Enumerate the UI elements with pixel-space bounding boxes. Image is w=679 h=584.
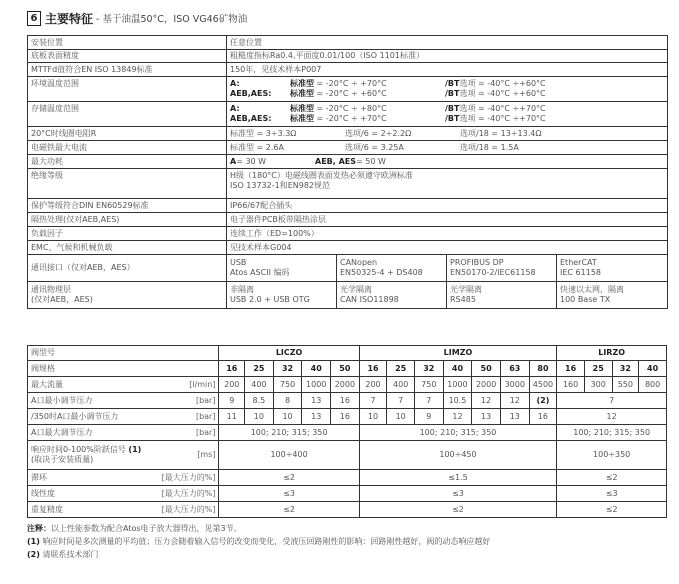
value-cell: 800 — [639, 377, 667, 393]
value-cell: 7 — [557, 393, 667, 409]
row-value: IP66/67配合插头 — [227, 199, 668, 213]
table-row — [28, 155, 668, 169]
size-cell: 40 — [639, 361, 667, 377]
row-label: 阀型号 — [28, 346, 219, 361]
group-limz: LIMZO — [359, 346, 557, 361]
row-label: EMC、气候和机械负载 — [28, 241, 227, 255]
size-cell: 16 — [557, 361, 585, 377]
row-label: 最大功耗 — [28, 155, 227, 169]
value-cell: 400 — [245, 377, 274, 393]
value-cell: ≤2 — [557, 502, 667, 518]
coil-resistance-values: 标准型 = 3÷3.3Ω 选项/6 = 2÷2.2Ω 选项/18 = 13÷13.4Ω — [227, 127, 668, 141]
row-label: 最大流量 [l/min] — [28, 377, 219, 393]
row-label: 线性度 [最大压力的%] — [28, 486, 219, 502]
size-cell: 16 — [219, 361, 245, 377]
table-row — [28, 227, 668, 241]
value-cell: 1000 — [443, 377, 472, 393]
value-cell: 8.5 — [245, 393, 274, 409]
table-row — [28, 50, 668, 63]
row-label: 响应时间0-100%阶跃信号 (1) (取决于安装质量) [ms] — [28, 441, 219, 470]
type-label: A: — [230, 104, 240, 113]
value-cell: 13 — [500, 409, 529, 425]
value-cell: 9 — [414, 409, 443, 425]
size-cell: 32 — [612, 361, 639, 377]
table-row — [28, 282, 668, 309]
notes-section — [27, 522, 490, 561]
row-label: 通讯物理层 (仅对AEB，AES) — [28, 282, 227, 309]
table-row — [28, 377, 667, 393]
value-cell: 13 — [302, 409, 331, 425]
row-value: 150年，见技术样本P007 — [227, 63, 668, 77]
value-cell: 7 — [414, 393, 443, 409]
value-cell: 7 — [359, 393, 387, 409]
value-cell: 13 — [472, 409, 501, 425]
comm-cell: PROFIBUS DP EN50170-2/IEC61158 — [447, 255, 557, 282]
size-cell: 25 — [584, 361, 612, 377]
value-cell: ≤2 — [557, 470, 667, 486]
table-row — [28, 199, 668, 213]
note-1: (1) 响应时间是多次测量的平均值；压力会随着输入信号的改变而变化，受液压回路刚性的影响：回路刚性越好，阀的动态响应越好 — [27, 537, 491, 546]
std-range: 标准型 = -20°C ÷ +70°C — [290, 114, 387, 123]
max-current-values: 标准型 = 2.6A 选项/6 = 3.25A 选项/18 = 1.5A — [227, 141, 668, 155]
value-cell: ≤2 — [219, 470, 359, 486]
page-title: 主要特征 — [45, 11, 94, 26]
value-cell: (2) — [529, 393, 557, 409]
value-cell: 7 — [387, 393, 415, 409]
comm-cell: 快速以太网，隔离 100 Base TX — [557, 282, 668, 309]
table-row — [28, 241, 668, 255]
ambient-temp-values — [227, 77, 668, 102]
size-cell: 80 — [529, 361, 557, 377]
comm-cell: 光学隔离 RS485 — [447, 282, 557, 309]
value-cell: 750 — [414, 377, 443, 393]
value-cell: 3000 — [500, 377, 529, 393]
size-cell: 40 — [443, 361, 472, 377]
value-cell: 100; 210; 315; 350 — [359, 425, 557, 441]
value-cell: 100; 210; 315; 350 — [557, 425, 667, 441]
value-cell: 750 — [273, 377, 302, 393]
value-cell: 200 — [359, 377, 387, 393]
section-number-badge: 6 — [27, 11, 41, 26]
table-row — [28, 470, 667, 486]
general-characteristics-table — [27, 35, 668, 309]
size-cell: 50 — [331, 361, 360, 377]
type-label: AEB,AES: — [230, 89, 272, 98]
type-label: AEB,AES: — [230, 114, 272, 123]
value-cell: 10 — [245, 409, 274, 425]
size-cell: 50 — [472, 361, 501, 377]
type-label: A: — [230, 79, 240, 88]
table-row — [28, 486, 667, 502]
value-cell: 13 — [302, 393, 331, 409]
table-row — [28, 213, 668, 227]
row-label: MTTFd值符合EN ISO 13849标准 — [28, 63, 227, 77]
size-cell: 32 — [273, 361, 302, 377]
size-cell: 25 — [245, 361, 274, 377]
valve-performance-table — [27, 345, 667, 518]
row-label: 保护等级符合DIN EN60529标准 — [28, 199, 227, 213]
table-row — [28, 63, 668, 77]
table-row — [28, 361, 667, 377]
comm-cell: 非隔离 USB 2.0 + USB OTG — [227, 282, 337, 309]
table-row — [28, 441, 667, 470]
row-value: 粗糙度指标Ra0.4,平面度0.01/100（ISO 1101标准） — [227, 50, 668, 63]
table-row — [28, 102, 668, 127]
value-cell: 8 — [273, 393, 302, 409]
value-cell: 10 — [273, 409, 302, 425]
comm-cell: 光学隔离 CAN ISO11898 — [337, 282, 447, 309]
value-cell: 12 — [557, 409, 667, 425]
row-value: 任意位置 — [227, 36, 668, 50]
value-cell: 16 — [331, 393, 360, 409]
row-label: 绝缘等级 — [28, 169, 227, 199]
value-cell: 2000 — [472, 377, 501, 393]
row-label: 存储温度范围 — [28, 102, 227, 127]
value-cell: 1000 — [302, 377, 331, 393]
table-row — [28, 393, 667, 409]
value-cell: 10 — [359, 409, 387, 425]
row-label: 隔热处理(仅对AEB,AES) — [28, 213, 227, 227]
value-cell: 2000 — [331, 377, 360, 393]
comm-cell: CANopen EN50325-4 + DS408 — [337, 255, 447, 282]
max-power-values: A= 30 W AEB, AES= 50 W — [227, 155, 668, 169]
table-row — [28, 255, 668, 282]
value-cell: ≤2 — [359, 502, 557, 518]
note-2: (2) 请联系技术部门 — [27, 550, 99, 559]
table-row — [28, 425, 667, 441]
std-range: 标准型 = -20°C ÷ +70°C — [290, 79, 387, 88]
notes-intro: 注释：以上性能参数为配合Atos电子放大器得出，见第3节。 — [27, 524, 242, 533]
value-cell: 11 — [219, 409, 245, 425]
row-label: 负载因子 — [28, 227, 227, 241]
row-value: 电子器件PCB板带隔热涂层 — [227, 213, 668, 227]
row-label: 通讯接口（仅对AEB，AES） — [28, 255, 227, 282]
row-label: 20°C时线圈电阻R — [28, 127, 227, 141]
insulation-values: H级（180°C）电磁线圈表面发热必须遵守欧洲标准 ISO 13732-1和EN982规范 — [227, 169, 668, 199]
opt-range: /BT选项 = -40°C ÷+70°C — [445, 114, 546, 123]
table-row — [28, 77, 668, 102]
value-cell: 9 — [219, 393, 245, 409]
row-label: A口最大调节压力 [bar] — [28, 425, 219, 441]
value-cell: 100÷400 — [219, 441, 359, 470]
row-label: 电磁铁最大电流 — [28, 141, 227, 155]
row-label: 滞环 [最大压力的%] — [28, 470, 219, 486]
page-subtitle: - 基于油温50°C，ISO VG46矿物油 — [96, 14, 248, 25]
comm-cell: USB Atos ASCII 编码 — [227, 255, 337, 282]
row-value: 连续工作（ED=100%） — [227, 227, 668, 241]
size-cell: 32 — [414, 361, 443, 377]
row-label: 底板表面精度 — [28, 50, 227, 63]
value-cell: 300 — [584, 377, 612, 393]
value-cell: 100÷350 — [557, 441, 667, 470]
value-cell: ≤3 — [219, 486, 359, 502]
value-cell: ≤2 — [219, 502, 359, 518]
value-cell: 12 — [443, 409, 472, 425]
table-row — [28, 346, 667, 361]
size-cell: 40 — [302, 361, 331, 377]
value-cell: 10 — [387, 409, 415, 425]
table-row — [28, 36, 668, 50]
opt-range: /BT选项 = -40°C ÷+60°C — [445, 79, 546, 88]
value-cell: ≤3 — [557, 486, 667, 502]
section-title — [27, 10, 247, 26]
value-cell: 10.5 — [443, 393, 472, 409]
std-range: 标准型 = -20°C ÷ +80°C — [290, 104, 387, 113]
group-licz: LICZO — [219, 346, 359, 361]
table-row — [28, 141, 668, 155]
opt-range: /BT选项 = -40°C ÷+60°C — [445, 89, 546, 98]
std-range: 标准型 = -20°C ÷ +60°C — [290, 89, 387, 98]
row-label: /350时A口最小调节压力 [bar] — [28, 409, 219, 425]
value-cell: 200 — [219, 377, 245, 393]
group-lirz: LIRZO — [557, 346, 667, 361]
opt-range: /BT选项 = -40°C ÷+70°C — [445, 104, 546, 113]
row-label: 安装位置 — [28, 36, 227, 50]
value-cell: 16 — [331, 409, 360, 425]
size-cell: 25 — [387, 361, 415, 377]
row-label: 环境温度范围 — [28, 77, 227, 102]
storage-temp-values — [227, 102, 668, 127]
table-row — [28, 169, 668, 199]
row-value: 见技术样本G004 — [227, 241, 668, 255]
value-cell: 100÷450 — [359, 441, 557, 470]
value-cell: 12 — [472, 393, 501, 409]
size-cell: 16 — [359, 361, 387, 377]
value-cell: ≤1.5 — [359, 470, 557, 486]
value-cell: 400 — [387, 377, 415, 393]
comm-cell: EtherCAT IEC 61158 — [557, 255, 668, 282]
value-cell: 550 — [612, 377, 639, 393]
value-cell: ≤3 — [359, 486, 557, 502]
table-row — [28, 127, 668, 141]
row-label: 阀规格 — [28, 361, 219, 377]
size-cell: 63 — [500, 361, 529, 377]
value-cell: 12 — [500, 393, 529, 409]
table-row — [28, 502, 667, 518]
row-label: A口最小调节压力 [bar] — [28, 393, 219, 409]
value-cell: 4500 — [529, 377, 557, 393]
value-cell: 160 — [557, 377, 585, 393]
value-cell: 100; 210; 315; 350 — [219, 425, 359, 441]
value-cell: 16 — [529, 409, 557, 425]
row-label: 重复精度 [最大压力的%] — [28, 502, 219, 518]
table-row — [28, 409, 667, 425]
